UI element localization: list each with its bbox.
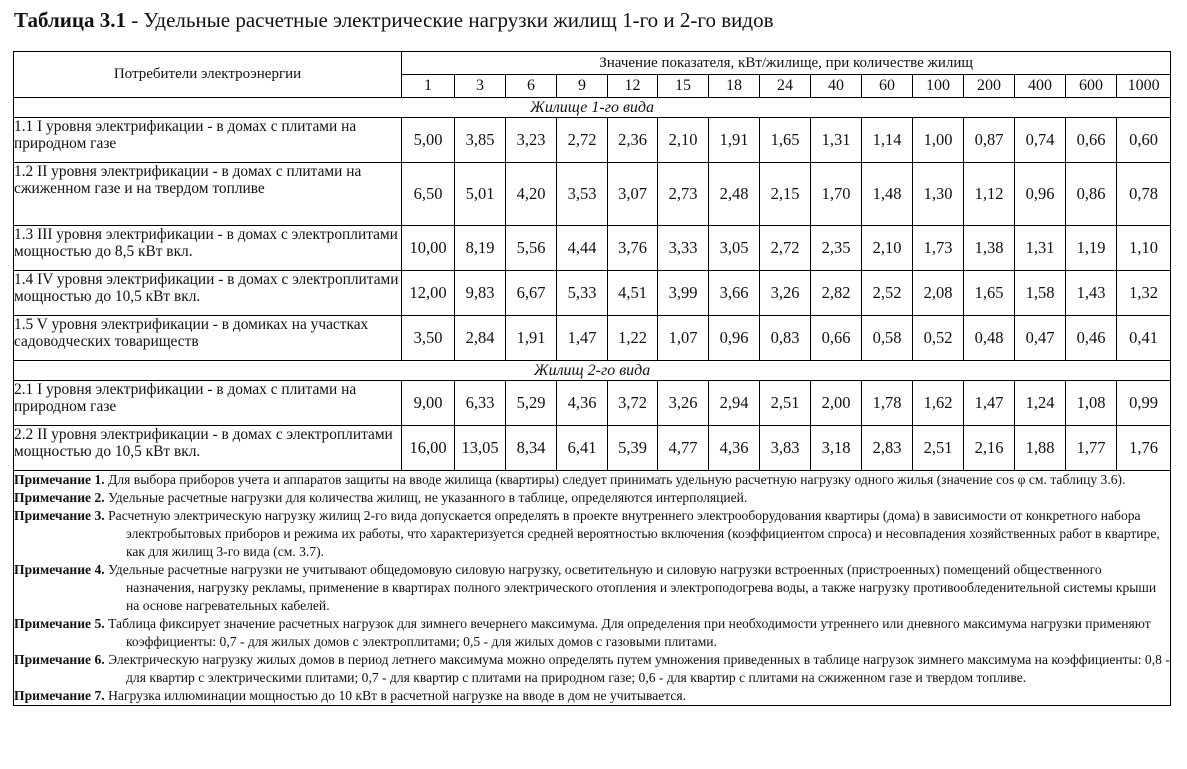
load-value: 6,41 [557, 426, 608, 471]
note-label: Примечание 5. [14, 616, 105, 631]
note-item [14, 651, 1170, 687]
load-value: 10,00 [402, 226, 455, 271]
consumer-label: 1.2 II уровня электрификации - в домах с плитами на сжиженном газе и на твердом топливе [14, 163, 402, 226]
load-value: 0,74 [1015, 118, 1066, 163]
load-value: 0,66 [811, 316, 862, 361]
note-text: Таблица фиксирует значение расчетных нагрузок для зимнего вечернего максимума. Для определения при необходимости утреннего или дневного максимума нагрузки применяют коэффициенты: 0,7 - для жилых домов с электроплитами; 0,5 - для жилых домов с газовыми плитами. [108, 616, 1151, 649]
load-value: 0,58 [862, 316, 913, 361]
dwelling-count-header: 600 [1066, 75, 1117, 98]
load-value: 6,33 [455, 381, 506, 426]
load-value: 4,51 [608, 271, 658, 316]
consumer-label: 1.3 III уровня электрификации - в домах с электроплитами мощностью до 8,5 кВт вкл. [14, 226, 402, 271]
table-title: Удельные расчетные электрические нагрузки жилищ 1-го и 2-го видов [143, 8, 774, 32]
section-title: Жилищ 2-го вида [14, 361, 1171, 381]
load-value: 1,65 [964, 271, 1015, 316]
load-value: 4,77 [658, 426, 709, 471]
load-value: 1,58 [1015, 271, 1066, 316]
load-value: 2,16 [964, 426, 1015, 471]
load-value: 3,05 [709, 226, 760, 271]
load-value: 1,14 [862, 118, 913, 163]
load-value: 0,87 [964, 118, 1015, 163]
note-label: Примечание 4. [14, 562, 105, 577]
load-value: 0,66 [1066, 118, 1117, 163]
dwelling-count-header: 9 [557, 75, 608, 98]
load-value: 4,36 [557, 381, 608, 426]
load-value: 2,52 [862, 271, 913, 316]
dwelling-count-header: 6 [506, 75, 557, 98]
load-value: 1,31 [1015, 226, 1066, 271]
load-value: 3,33 [658, 226, 709, 271]
load-value: 9,00 [402, 381, 455, 426]
notes-row [14, 471, 1171, 706]
load-value: 1,22 [608, 316, 658, 361]
dwelling-count-header: 15 [658, 75, 709, 98]
note-text: Удельные расчетные нагрузки для количества жилищ, не указанного в таблице, определяются интерполяцией. [108, 490, 748, 505]
load-value: 1,78 [862, 381, 913, 426]
load-value: 2,10 [658, 118, 709, 163]
load-value: 1,73 [913, 226, 964, 271]
load-value: 0,78 [1117, 163, 1171, 226]
load-value: 3,72 [608, 381, 658, 426]
load-value: 1,00 [913, 118, 964, 163]
load-value: 0,46 [1066, 316, 1117, 361]
load-value: 3,18 [811, 426, 862, 471]
consumer-column-header: Потребители электроэнергии [14, 52, 402, 98]
load-value: 2,51 [913, 426, 964, 471]
load-value: 1,32 [1117, 271, 1171, 316]
note-item [14, 507, 1170, 561]
load-value: 0,86 [1066, 163, 1117, 226]
note-item [14, 687, 1170, 705]
consumer-label: 1.1 I уровня электрификации - в домах с плитами на природном газе [14, 118, 402, 163]
load-value: 3,26 [760, 271, 811, 316]
load-value: 2,73 [658, 163, 709, 226]
load-value: 1,30 [913, 163, 964, 226]
load-value: 5,00 [402, 118, 455, 163]
load-value: 3,76 [608, 226, 658, 271]
note-text: Нагрузка иллюминации мощностью до 10 кВт в расчетной нагрузке на вводе в дом не учитывается. [108, 688, 687, 703]
load-value: 2,72 [760, 226, 811, 271]
note-label: Примечание 2. [14, 490, 105, 505]
table-body [14, 98, 1171, 706]
load-value: 1,62 [913, 381, 964, 426]
load-value: 1,47 [964, 381, 1015, 426]
load-value: 0,41 [1117, 316, 1171, 361]
table-caption [14, 8, 774, 33]
table-number: Таблица 3.1 [14, 8, 126, 32]
note-label: Примечание 7. [14, 688, 105, 703]
load-value: 8,34 [506, 426, 557, 471]
load-value: 1,76 [1117, 426, 1171, 471]
load-value: 1,91 [506, 316, 557, 361]
load-value: 1,24 [1015, 381, 1066, 426]
load-value: 5,29 [506, 381, 557, 426]
table-row [14, 226, 1171, 271]
load-value: 2,08 [913, 271, 964, 316]
notes-block [14, 471, 1171, 706]
note-label: Примечание 1. [14, 472, 105, 487]
load-value: 0,96 [709, 316, 760, 361]
load-value: 2,94 [709, 381, 760, 426]
load-value: 4,20 [506, 163, 557, 226]
load-value: 2,36 [608, 118, 658, 163]
table-row [14, 316, 1171, 361]
load-value: 3,26 [658, 381, 709, 426]
load-value: 1,19 [1066, 226, 1117, 271]
dwelling-count-header: 200 [964, 75, 1015, 98]
value-span-header: Значение показателя, кВт/жилище, при количестве жилищ [402, 52, 1171, 75]
note-text: Удельные расчетные нагрузки не учитывают общедомовую силовую нагрузку, осветительную и силовую нагрузки встроенных (пристроенных) помещений общественного назначения, нагрузку рекламы, применение в квартирах полного электрического отопления и электроподогрева воды, а также нагрузку противообледенительной системы крыши на основе нагревательных кабелей. [108, 562, 1157, 613]
load-value: 2,82 [811, 271, 862, 316]
dwelling-count-header: 100 [913, 75, 964, 98]
dwelling-count-header: 40 [811, 75, 862, 98]
load-value: 5,01 [455, 163, 506, 226]
dwelling-count-header: 12 [608, 75, 658, 98]
consumer-label: 2.2 II уровня электрификации - в домах с электроплитами мощностью до 10,5 кВт вкл. [14, 426, 402, 471]
caption-separator: - [125, 8, 144, 32]
load-value: 1,47 [557, 316, 608, 361]
load-value: 2,84 [455, 316, 506, 361]
load-value: 1,12 [964, 163, 1015, 226]
load-value: 1,77 [1066, 426, 1117, 471]
table-row [14, 118, 1171, 163]
table-row [14, 381, 1171, 426]
load-value: 3,83 [760, 426, 811, 471]
note-label: Примечание 3. [14, 508, 105, 523]
note-item [14, 561, 1170, 615]
load-value: 4,36 [709, 426, 760, 471]
dwelling-count-header: 24 [760, 75, 811, 98]
load-value: 0,47 [1015, 316, 1066, 361]
dwelling-count-header: 3 [455, 75, 506, 98]
load-value: 9,83 [455, 271, 506, 316]
load-value: 2,00 [811, 381, 862, 426]
consumer-label: 1.4 IV уровня электрификации - в домах с электроплитами мощностью до 10,5 кВт вкл. [14, 271, 402, 316]
load-value: 3,23 [506, 118, 557, 163]
load-value: 1,65 [760, 118, 811, 163]
load-value: 1,08 [1066, 381, 1117, 426]
note-text: Электрическую нагрузку жилых домов в период летнего максимума можно определять путем умножения приведенных в таблице нагрузок зимнего максимума на коэффициенты: 0,8 - для квартир с электрическими плитами; 0,7 - для квартир с плитами на природном газе; 0,6 - для квартир с плитами на сжиженном газе и твердом топливе. [108, 652, 1170, 685]
dwelling-count-header: 1 [402, 75, 455, 98]
load-value: 0,99 [1117, 381, 1171, 426]
note-text: Для выбора приборов учета и аппаратов защиты на вводе жилища (квартиры) следует принимать удельную расчетную нагрузку одного жилья (значение cos φ см. таблицу 3.6). [108, 472, 1126, 487]
dwelling-count-header: 18 [709, 75, 760, 98]
load-value: 5,39 [608, 426, 658, 471]
load-value: 4,44 [557, 226, 608, 271]
load-value: 2,10 [862, 226, 913, 271]
load-value: 1,91 [709, 118, 760, 163]
load-value: 0,60 [1117, 118, 1171, 163]
load-value: 8,19 [455, 226, 506, 271]
note-text: Расчетную электрическую нагрузку жилищ 2-го вида допускается определять в проекте внутреннего электрооборудования квартиры (дома) в зависимости от конкретного набора электробытовых приборов и режима их работы, что характеризуется средней вероятностью включения (коэффициентом спроса) и несовпадения хозяйственных работ в квартире, как для жилищ 3-го вида (см. 3.7). [108, 508, 1160, 559]
load-value: 1,10 [1117, 226, 1171, 271]
dwelling-count-header: 1000 [1117, 75, 1171, 98]
load-value: 0,96 [1015, 163, 1066, 226]
section-title: Жилище 1-го вида [14, 98, 1171, 118]
load-value: 5,56 [506, 226, 557, 271]
load-value: 1,70 [811, 163, 862, 226]
load-value: 2,15 [760, 163, 811, 226]
consumer-label: 2.1 I уровня электрификации - в домах с плитами на природном газе [14, 381, 402, 426]
note-item [14, 489, 1170, 507]
load-value: 2,35 [811, 226, 862, 271]
table-row [14, 426, 1171, 471]
load-value: 3,53 [557, 163, 608, 226]
load-value: 2,72 [557, 118, 608, 163]
load-value: 2,48 [709, 163, 760, 226]
dwelling-count-header: 400 [1015, 75, 1066, 98]
load-value: 12,00 [402, 271, 455, 316]
load-value: 3,50 [402, 316, 455, 361]
load-value: 2,83 [862, 426, 913, 471]
load-value: 1,38 [964, 226, 1015, 271]
load-value: 16,00 [402, 426, 455, 471]
load-value: 13,05 [455, 426, 506, 471]
dwelling-count-header: 60 [862, 75, 913, 98]
table-row [14, 163, 1171, 226]
note-item [14, 471, 1170, 489]
load-value: 1,48 [862, 163, 913, 226]
load-value: 0,48 [964, 316, 1015, 361]
note-item [14, 615, 1170, 651]
load-value: 1,88 [1015, 426, 1066, 471]
load-value: 3,85 [455, 118, 506, 163]
load-value: 3,66 [709, 271, 760, 316]
consumer-label: 1.5 V уровня электрификации - в домиках на участках садоводческих товариществ [14, 316, 402, 361]
load-value: 3,07 [608, 163, 658, 226]
table-row [14, 271, 1171, 316]
load-value: 2,51 [760, 381, 811, 426]
load-value: 1,07 [658, 316, 709, 361]
note-label: Примечание 6. [14, 652, 105, 667]
table-header [14, 52, 1171, 98]
load-value: 0,52 [913, 316, 964, 361]
load-value: 5,33 [557, 271, 608, 316]
load-value: 6,67 [506, 271, 557, 316]
load-value: 1,43 [1066, 271, 1117, 316]
load-value: 1,31 [811, 118, 862, 163]
load-value: 0,83 [760, 316, 811, 361]
load-value: 6,50 [402, 163, 455, 226]
load-value: 3,99 [658, 271, 709, 316]
load-table [13, 51, 1171, 706]
